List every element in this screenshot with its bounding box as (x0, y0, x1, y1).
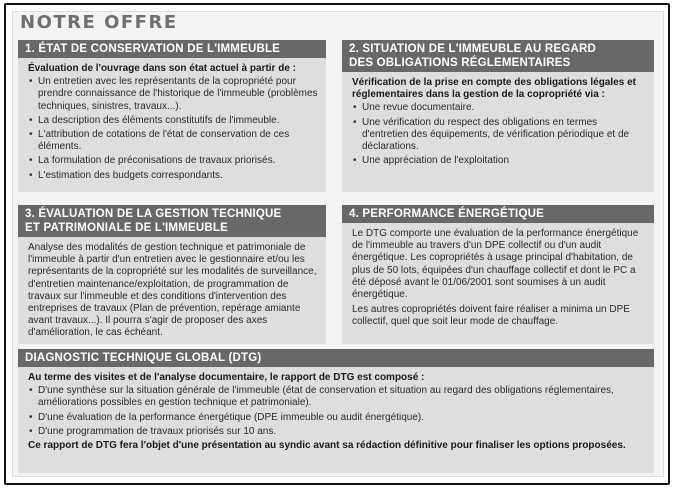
list-item: • D'une évaluation de la performance énergétique (DPE immeuble ou audit énergétique). (38, 412, 646, 424)
section-3-heading-line-2: ET PATRIMONIALE DE L'IMMEUBLE (25, 222, 228, 234)
section-2-heading-line-1: 2. SITUATION DE L'IMMEUBLE AU REGARD (349, 43, 596, 55)
list-item: • L'attribution de cotations de l'état de conservation de ces éléments. (38, 129, 318, 153)
section-technical-management (18, 205, 326, 344)
section-3-heading (18, 205, 326, 237)
section-2-lead: Vérification de la prise en compte des obligations légales et réglementaires dans la gestion de la copropriété via : (352, 77, 636, 101)
section-3-text: Analyse des modalités de gestion technique et patrimoniale de l'immeuble à partir d'un entretien avec le gestionnaire et/ou les représentants de la copropriété sur les modalités de surveillance, d'entretien maintenance/exploitation, de programmation de travaux sur l'immeuble et des conditions d'intervention des entreprises de travaux (Plan de prévention, repérage amiante avant travaux...). Il pourra s'agir de proposer des axes d'amélioration, le cas échéant. (28, 242, 317, 339)
section-5-heading-text: DIAGNOSTIC TECHNIQUE GLOBAL (DTG) (25, 352, 262, 364)
section-5-body (18, 367, 654, 456)
section-5-lead: Au terme des visites et de l'analyse documentaire, le rapport de DTG est composé : (28, 372, 425, 383)
list-item: • La description des éléments constitutifs de l'immeuble. (38, 115, 318, 127)
page-title: NOTRE OFFRE (20, 12, 178, 33)
section-regulatory-obligations (342, 40, 654, 192)
section-2-list (352, 102, 646, 167)
section-5-heading (18, 349, 654, 367)
section-1-lead: Évaluation de l'ouvrage dans son état actuel à partir de : (28, 63, 297, 74)
section-4-paragraph-1: Le DTG comporte une évaluation de la performance énergétique de l'immeuble au travers d'un DPE collectif ou d'un audit énergétique. Les copropriétés à usage principal d'habitation, de plus de 50 lots, équipées d'un chauffage collectif et dont le PC a été déposé avant le 01/06/2001 sont soumises à un audit énergétique. (352, 228, 639, 301)
section-3-heading-line-1: 3. ÉVALUATION DE LA GESTION TECHNIQUE (25, 208, 282, 220)
section-1-list (28, 76, 318, 182)
section-1-heading (18, 40, 326, 58)
section-dtg-summary (18, 349, 654, 473)
section-1-heading-text: 1. ÉTAT DE CONSERVATION DE L'IMMEUBLE (25, 43, 281, 55)
section-2-heading (342, 40, 654, 72)
list-item: • D'une programmation de travaux priorisés sur 10 ans. (38, 426, 646, 438)
section-energy-performance (342, 205, 654, 344)
section-5-list (28, 385, 646, 438)
section-5-closing: Ce rapport de DTG fera l'objet d'une présentation au syndic avant sa rédaction définitive pour finaliser les options proposées. (28, 440, 626, 452)
section-4-heading (342, 205, 654, 223)
list-item: • Une vérification du respect des obligations en termes d'entretien des équipements, de vérification périodique et de déclarations. (362, 117, 646, 154)
list-item: • Une revue documentaire. (362, 102, 646, 114)
section-3-body (18, 237, 326, 347)
list-item: • D'une synthèse sur la situation générale de l'immeuble (état de conservation et situation au regard des obligations réglementaires, améliorations possibles en gestion technique et patrimoniale). (38, 385, 646, 409)
section-4-heading-text: 4. PERFORMANCE ÉNERGÉTIQUE (349, 208, 544, 220)
list-item: • Une appréciation de l'exploitation (362, 155, 646, 167)
section-1-body (18, 58, 326, 188)
section-4-body (342, 223, 654, 336)
section-2-heading-line-2: DES OBLIGATIONS RÉGLEMENTAIRES (349, 57, 571, 69)
list-item: • L'estimation des budgets correspondants. (38, 170, 318, 182)
section-4-paragraph-2: Les autres copropriétés doivent faire réaliser a minima un DPE collectif, quel que soit leur mode de chauffage. (352, 304, 630, 328)
section-building-condition (18, 40, 326, 192)
list-item: • La formulation de préconisations de travaux priorisés. (38, 155, 318, 167)
list-item: • Un entretien avec les représentants de la copropriété pour prendre connaissance de l'historique de l'immeuble (problèmes techniques, sinistres, travaux...). (38, 76, 318, 113)
section-2-body (342, 72, 654, 173)
